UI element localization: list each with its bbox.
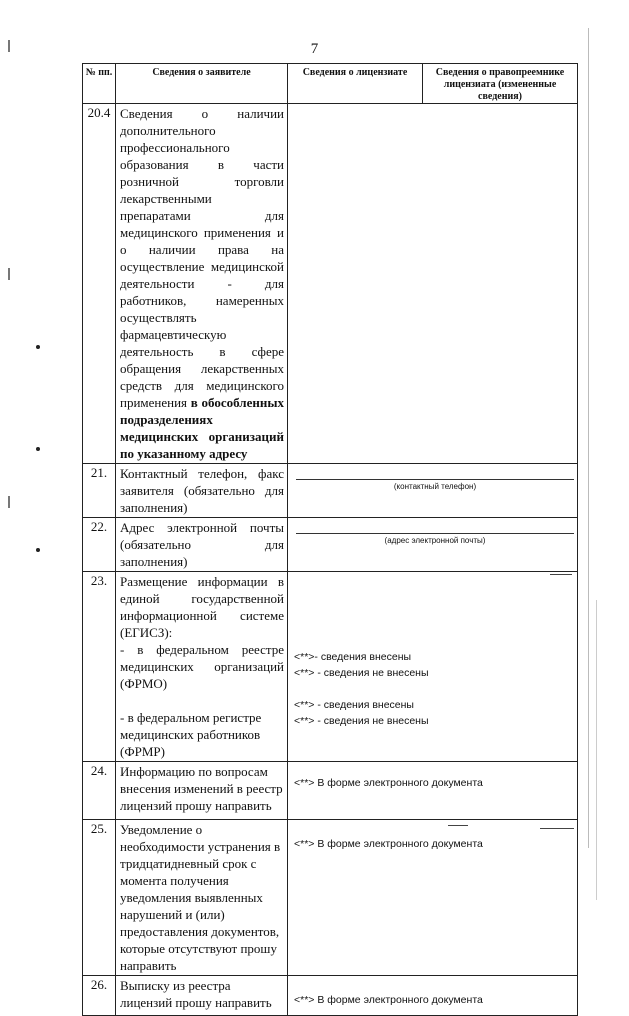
phone-field-line [296,479,574,480]
row-text: Размещение информации в единой государственной информационной системе (ЕГИСЗ): [120,574,284,640]
scan-dot [36,345,40,349]
table-row [83,464,578,518]
margin-line [588,28,589,848]
application-form-table [82,63,578,1016]
row-number: 22. [83,518,116,572]
scan-mark [8,496,10,508]
delivery-option-cell [288,820,578,976]
header-successor: Сведения о правопреемнике лицензиата (измененные сведения) [423,64,578,104]
applicant-info: Выписку из реестра лицензий прошу направить [116,976,288,1016]
scan-dot [36,548,40,552]
option-frmr-not-entered[interactable]: <**> - сведения не внесены [294,715,429,727]
margin-line-secondary [596,600,597,900]
table-row [83,518,578,572]
email-field-caption: (адрес электронной почты) [384,536,486,545]
option-frmr-entered[interactable]: <**> - сведения внесены [294,699,414,711]
applicant-info: Контактный телефон, факс заявителя (обязательно для заполнения) [116,464,288,518]
email-field-line [296,533,574,534]
dash-mark [540,828,574,829]
applicant-info [116,104,288,464]
table-row [83,976,578,1016]
table-row [83,820,578,976]
header-licensee: Сведения о лицензиате [288,64,423,104]
row-text: Сведения о наличии дополнительного профессионального образования в части розничной торговли лекарственными препаратами для медицинского применения и о наличии права на осуществление медицинской деятельности - для работников, намеренных осуществлять фармацевтическую деятельность в сфере обращения лекарственных средств для медицинского применения [120,106,284,410]
row-number: 26. [83,976,116,1016]
applicant-info [116,572,288,762]
row-number: 21. [83,464,116,518]
header-num: № пп. [83,64,116,104]
scan-mark [8,268,10,280]
delivery-option-cell [288,976,578,1016]
option-electronic-document[interactable]: <**> В форме электронного документа [294,994,483,1006]
option-electronic-document[interactable]: <**> В форме электронного документа [294,777,483,789]
response-cell [288,104,578,464]
email-field-cell[interactable] [288,518,578,572]
table-row [83,762,578,820]
delivery-option-cell [288,762,578,820]
applicant-info: Уведомление о необходимости устранения в тридцатидневный срок с момента получения уведомления выявленных нарушений и (или) предоставления документов, которые отсутствуют прошу направить [116,820,288,976]
scan-mark [8,40,10,52]
row-number: 24. [83,762,116,820]
row-text-bold: в обособленных подразделениях медицинских организаций по указанному адресу [120,395,284,461]
applicant-info: Информацию по вопросам внесения изменений в реестр лицензий прошу направить [116,762,288,820]
table-row [83,104,578,464]
dash-mark [448,825,468,826]
dash-mark [550,574,572,575]
row-subitem-frmo: - в федеральном реестре медицинских организаций (ФРМО) [120,642,284,691]
phone-field-cell[interactable] [288,464,578,518]
row-number: 25. [83,820,116,976]
row-number: 20.4 [83,104,116,464]
scan-dot [36,447,40,451]
egisz-options-cell [288,572,578,762]
page-number: 7 [310,41,319,57]
option-frmo-entered[interactable]: <**>- сведения внесены [294,651,412,663]
header-applicant: Сведения о заявителе [116,64,288,104]
row-number: 23. [83,572,116,762]
table-row [83,572,578,762]
option-frmo-not-entered[interactable]: <**> - сведения не внесены [294,667,429,679]
row-subitem-frmr: - в федеральном регистре медицинских работников (ФРМР) [120,710,262,759]
option-electronic-document[interactable]: <**> В форме электронного документа [294,838,483,850]
table-header-row [83,64,578,104]
phone-field-caption: (контактный телефон) [393,482,477,491]
applicant-info: Адрес электронной почты (обязательно для заполнения) [116,518,288,572]
